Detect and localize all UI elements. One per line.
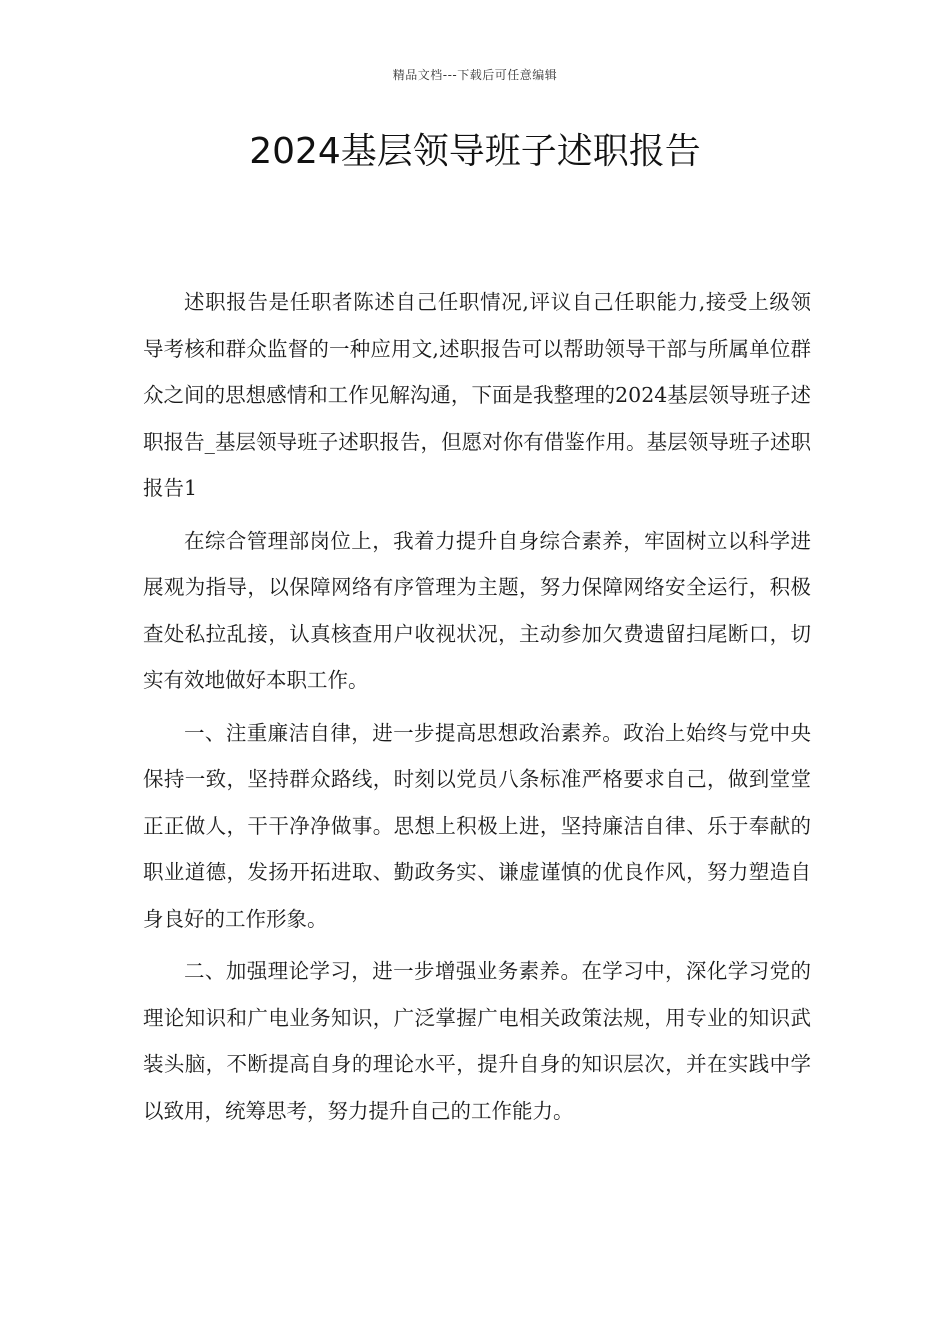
paragraph-section-two: 二、加强理论学习，进一步增强业务素养。在学习中，深化学习党的理论知识和广电业务知识，广泛掌握广电相关政策法规，用专业的知识武装头脑，不断提高自身的理论水平，提升自身的知识层次，并在实践中学以致用，统筹思考，努力提升自己的工作能力。	[143, 959, 811, 1123]
paragraph-intro: 述职报告是任职者陈述自己任职情况,评议自己任职能力,接受上级领导考核和群众监督的一种应用文,述职报告可以帮助领导干部与所属单位群众之间的思想感情和工作见解沟通，下面是我整理的2024基层领导班子述职报告_基层领导班子述职报告，但愿对你有借鉴作用。基层领导班子述职报告1	[143, 290, 811, 500]
document-title: 2024基层领导班子述职报告	[249, 131, 701, 172]
header-note: 精品文档---下载后可任意编辑	[392, 68, 558, 82]
paragraph-section-one: 一、注重廉洁自律，进一步提高思想政治素养。政治上始终与党中央保持一致，坚持群众路线，时刻以党员八条标准严格要求自己，做到堂堂正正做人，干干净净做事。思想上积极上进，坚持廉洁自律、乐于奉献的职业道德，发扬开拓进取、勤政务实、谦虚谨慎的优良作风，努力塑造自身良好的工作形象。	[143, 720, 811, 931]
document-body	[143, 279, 811, 1140]
paragraph-position: 在综合管理部岗位上，我着力提升自身综合素养，牢固树立以科学进展观为指导，以保障网络有序管理为主题，努力保障网络安全运行，积极查处私拉乱接，认真核查用户收视状况，主动参加欠费遗留扫尾断口，切实有效地做好本职工作。	[143, 528, 811, 692]
